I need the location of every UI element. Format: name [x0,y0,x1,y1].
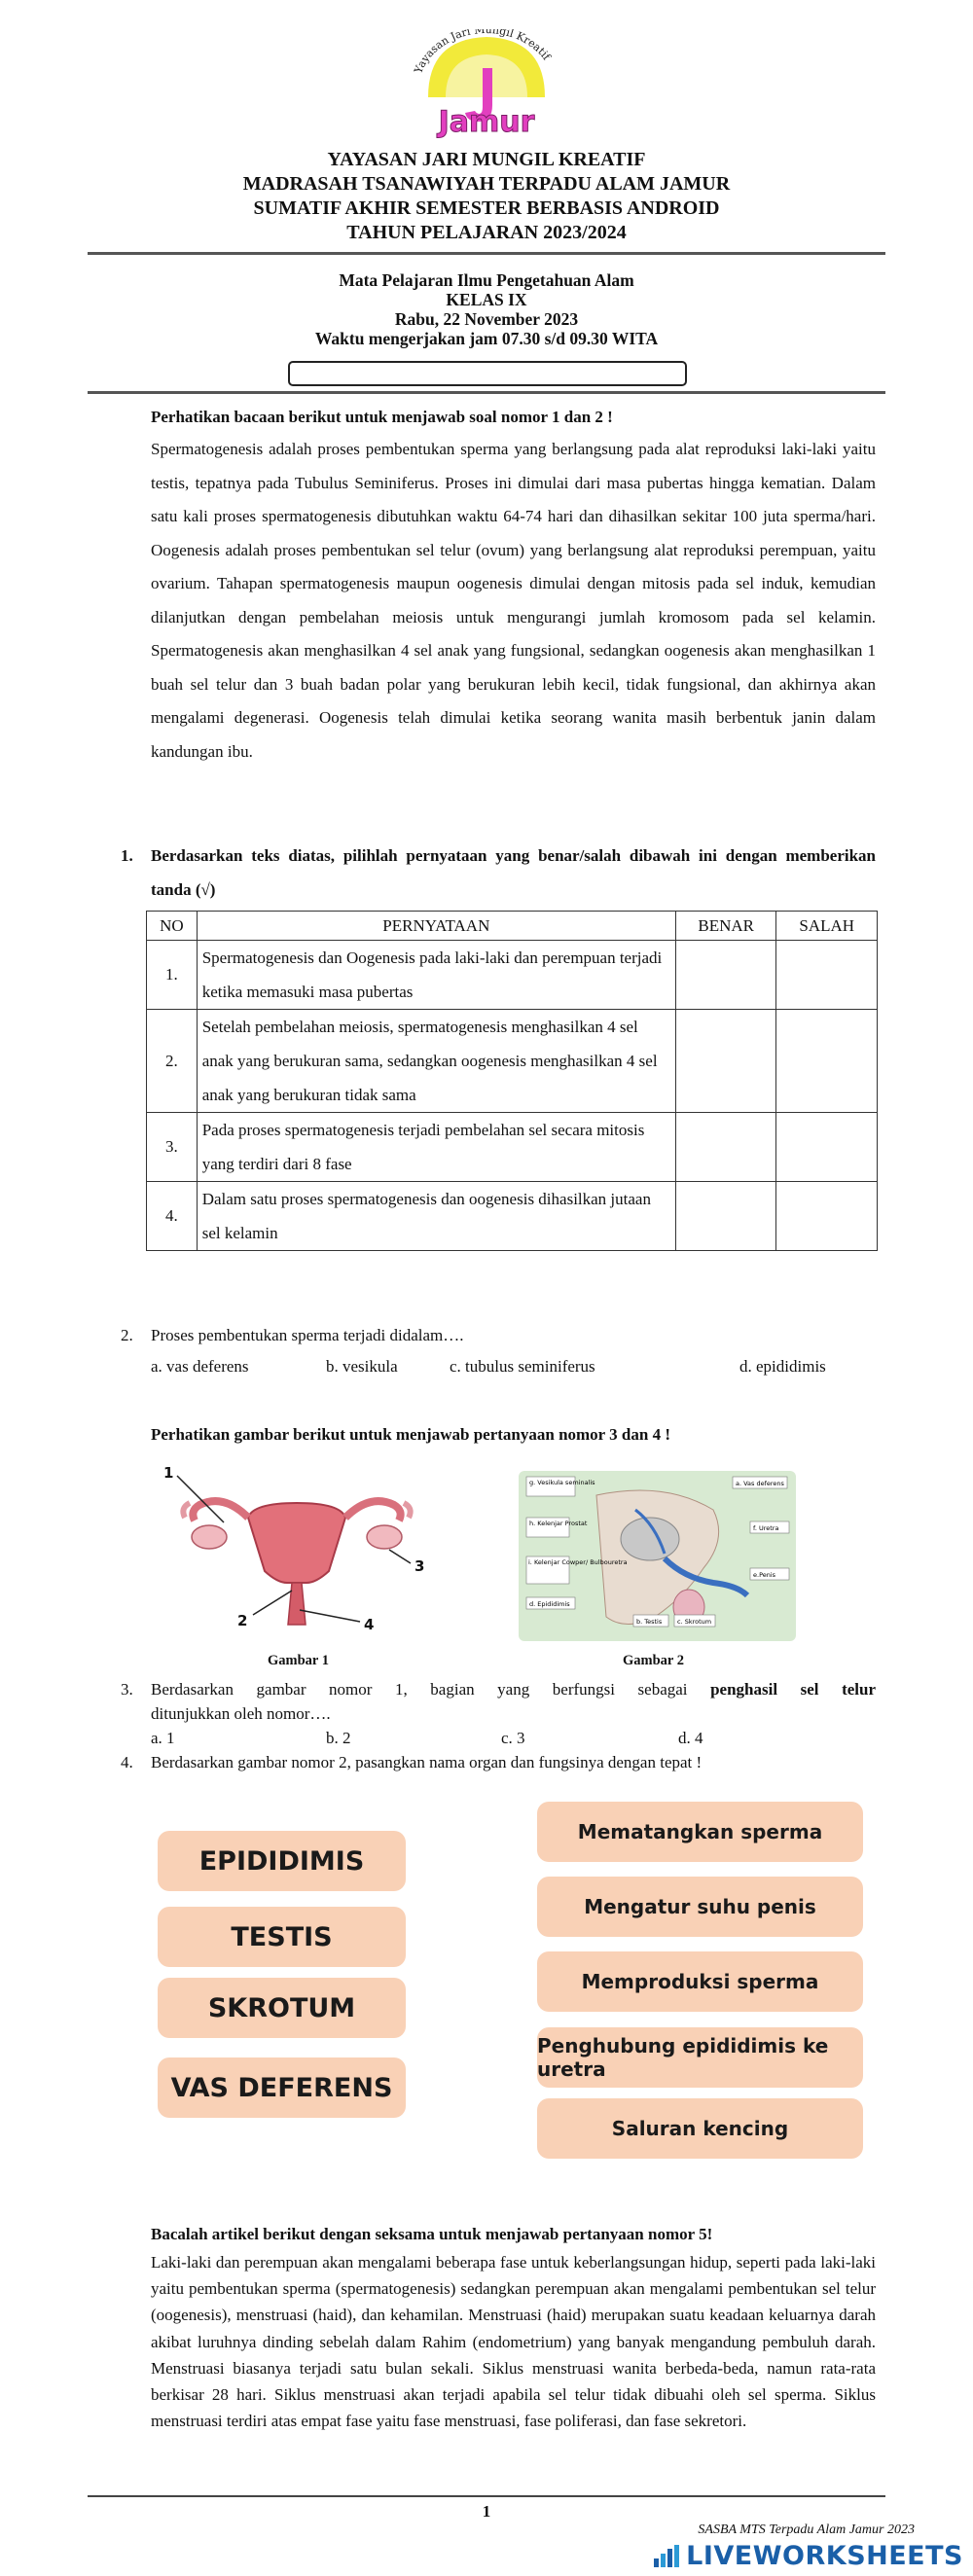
organ-skrotum[interactable]: SKROTUM [158,1978,406,2038]
fig2-caption: Gambar 2 [623,1653,684,1668]
q2-option-b[interactable]: b. vesikula [326,1357,398,1376]
fig2-label-prostat: h. Kelenjar Prostat [529,1520,588,1527]
footer-school: SASBA MTS Terpadu Alam Jamur 2023 [698,2522,915,2537]
function-memproduksi-sperma[interactable]: Memproduksi sperma [537,1951,863,2012]
q3-option-a[interactable]: a. 1 [151,1729,175,1747]
info-date: Rabu, 22 November 2023 [394,309,579,329]
false-checkbox-cell[interactable] [776,1010,878,1113]
function-mematangkan-sperma[interactable]: Mematangkan sperma [537,1802,863,1862]
row-no: 2. [147,1010,198,1113]
col-statement: PERNYATAAN [197,912,675,941]
svg-text:Yayasan Jari Mungil Kreatif: Yayasan Jari Mungil Kreatif [412,29,554,76]
header-exam: SUMATIF AKHIR SEMESTER BERBASIS ANDROID [253,197,720,219]
row-statement: Dalam satu proses spermatogenesis dan oogenesis dihasilkan jutaan sel kelamin [197,1182,675,1251]
row-no: 1. [147,941,198,1010]
q3-option-d[interactable]: d. 4 [678,1729,703,1747]
q4-number: 4. [121,1753,133,1771]
school-logo [389,29,584,141]
school-header [0,148,973,245]
q2-option-a[interactable]: a. vas deferens [151,1357,249,1376]
info-time: Waktu mengerjakan jam 07.30 s/d 09.30 WITA [314,329,659,348]
fig2-label-cowper: i. Kelenjar Cowper/ Bulbouretra [528,1558,628,1566]
fig1-label-1: 1 [163,1464,174,1482]
fig2-label-uretra: f. Uretra [753,1524,779,1532]
liveworksheets-logo-icon [653,2545,680,2568]
q3-text-bold: penghasil sel telur [710,1680,876,1699]
fig1-label-2: 2 [237,1612,248,1629]
reading2-title: Bacalah artikel berikut dengan seksama untuk menjawab pertanyaan nomor 5! [151,2225,713,2243]
col-no: NO [147,912,198,941]
function-saluran-kencing[interactable]: Saluran kencing [537,2098,863,2159]
figure-2-male-reproductive [519,1471,796,1641]
q3-number: 3. [121,1680,133,1699]
fig1-label-4: 4 [364,1616,375,1633]
table-header-row [147,912,878,941]
fig2-label-penis: e.Penis [753,1571,776,1579]
header-foundation: YAYASAN JARI MUNGIL KREATIF [327,149,646,170]
info-divider [88,391,885,394]
page-number: 1 [482,2502,491,2521]
exam-info [0,270,973,348]
organ-testis[interactable]: TESTIS [158,1907,406,1967]
fig1-caption: Gambar 1 [268,1653,329,1668]
false-checkbox-cell[interactable] [776,1182,878,1251]
reading1-body: Spermatogenesis adalah proses pembentukan sperma yang berlangsung pada alat reproduksi laki-laki yaitu testis, tepatnya pada Tubulus Seminiferus. Proses ini dimulai dari masa pubertas hingga kematian. Dalam satu kali proses spermatogenesis dibutuhkan waktu 64-74 hari dan dihasilkan sekitar 100 juta sperma/hari. Oogenesis adalah proses pembentukan sel telur (ovum) yang berlangsung alat reproduksi perempuan, yaitu ovarium. Tahapan spermatogenesis maupun oogenesis dimulai dengan mitosis pada sel induk, kemudian dilanjutkan dengan pembelahan meiosis untuk mengurangi jumlah kromosom pada sel kelamin. Spermatogenesis akan menghasilkan 4 sel anak yang fungsional, sedangkan oogenesis akan menghasilkan 1 buah sel telur dan 3 buah badan polar yang berukuran lebih kecil, tidak fungsional, dan akhirnya akan mengalami degenerasi. Oogenesis telah dimulai ketika seorang wanita masih berbentuk janin dalam kandungan ibu. [151,440,876,761]
header-school: MADRASAH TSANAWIYAH TERPADU ALAM JAMUR [242,173,731,195]
false-checkbox-cell[interactable] [776,941,878,1010]
pictures-title: Perhatikan gambar berikut untuk menjawab pertanyaan nomor 3 dan 4 ! [151,1425,670,1444]
info-subject: Mata Pelajaran Ilmu Pengetahuan Alam [339,270,634,290]
q1-number: 1. [121,846,133,865]
table-row [147,941,878,1010]
table-row [147,1113,878,1182]
q3-text [151,1680,876,1699]
fig1-label-3: 3 [414,1557,425,1575]
row-no: 4. [147,1182,198,1251]
q2-number: 2. [121,1326,133,1344]
q3-option-b[interactable]: b. 2 [326,1729,351,1747]
fig2-label-vesikula: g. Vesikula seminalis [529,1479,595,1486]
row-statement: Pada proses spermatogenesis terjadi pembelahan sel secara mitosis yang terdiri dari 8 fase [197,1113,675,1182]
function-mengatur-suhu[interactable]: Mengatur suhu penis [537,1877,863,1937]
q3-option-c[interactable]: c. 3 [501,1729,525,1747]
true-checkbox-cell[interactable] [675,941,776,1010]
brand-text: LIVEWORKSHEETS [686,2541,963,2571]
true-checkbox-cell[interactable] [675,1182,776,1251]
student-name-field[interactable] [288,361,687,386]
fig2-label-skrotum: c. Skrotum [677,1618,712,1626]
organ-vas-deferens[interactable]: VAS DEFERENS [158,2057,406,2118]
figure-1-uterus [156,1464,438,1634]
header-divider [88,252,885,255]
row-statement: Spermatogenesis dan Oogenesis pada laki-laki dan perempuan terjadi ketika memasuki masa pubertas [197,941,675,1010]
fig2-label-epididimis: d. Epididimis [529,1600,570,1608]
logo-word: Jamur [438,105,535,139]
q2-option-d[interactable]: d. epididimis [739,1357,826,1376]
function-penghubung[interactable]: Penghubung epididimis ke uretra [537,2027,863,2088]
table-row [147,1182,878,1251]
q3-text-after: ditunjukkan oleh nomor…. [151,1704,331,1723]
q4-text: Berdasarkan gambar nomor 2, pasangkan nama organ dan fungsinya dengan tepat ! [151,1753,703,1771]
row-statement: Setelah pembelahan meiosis, spermatogenesis menghasilkan 4 sel anak yang berukuran sama, sedangkan oogenesis menghasilkan 4 sel anak yang berukuran tidak sama [197,1010,675,1113]
footer-divider [88,2495,885,2497]
q2-text: Proses pembentukan sperma terjadi didalam…. [151,1326,464,1344]
reading1-title: Perhatikan bacaan berikut untuk menjawab soal nomor 1 dan 2 ! [151,408,613,426]
true-checkbox-cell[interactable] [675,1010,776,1113]
info-class: KELAS IX [446,290,527,309]
header-year: TAHUN PELAJARAN 2023/2024 [346,222,627,243]
organ-epididimis[interactable]: EPIDIDIMIS [158,1831,406,1891]
fig2-label-vas-deferens: a. Vas deferens [736,1480,784,1487]
q1-text: Berdasarkan teks diatas, pilihlah pernyataan yang benar/salah dibawah ini dengan memberikan tanda (√) [151,846,876,899]
true-checkbox-cell[interactable] [675,1113,776,1182]
fig2-label-testis: b. Testis [636,1618,663,1626]
row-no: 3. [147,1113,198,1182]
liveworksheets-brand[interactable] [653,2541,963,2571]
table-row [147,1010,878,1113]
reading2-body: Laki-laki dan perempuan akan mengalami beberapa fase untuk keberlangsungan hidup, seperti pada laki-laki yaitu pembentukan sperma (spermatogenesis) sedangkan perempuan akan mengalami pembentukan sel telur (oogenesis), menstruasi (haid), dan kehamilan. Menstruasi (haid) merupakan suatu keadaan keluarnya darah akibat luruhnya dinding sebelah dalam Rahim (endometrium) yang banyak mengandung pembuluh darah. Menstruasi biasanya terjadi satu bulan sekali. Siklus menstruasi wanita berbeda-beda, namun rata-rata berkisar 28 hari. Siklus menstruasi akan terjadi apabila sel telur tidak dibuahi oleh sel sperma. Siklus menstruasi terdiri atas empat fase yaitu fase menstruasi, fase poliferasi, dan fase sekretori. [151,2253,876,2431]
col-false: SALAH [776,912,878,941]
q2-option-c[interactable]: c. tubulus seminiferus [450,1357,595,1376]
statement-table [146,911,878,1251]
col-true: BENAR [675,912,776,941]
false-checkbox-cell[interactable] [776,1113,878,1182]
q3-text-before: Berdasarkan gambar nomor 1, bagian yang berfungsi sebagai [151,1680,711,1699]
